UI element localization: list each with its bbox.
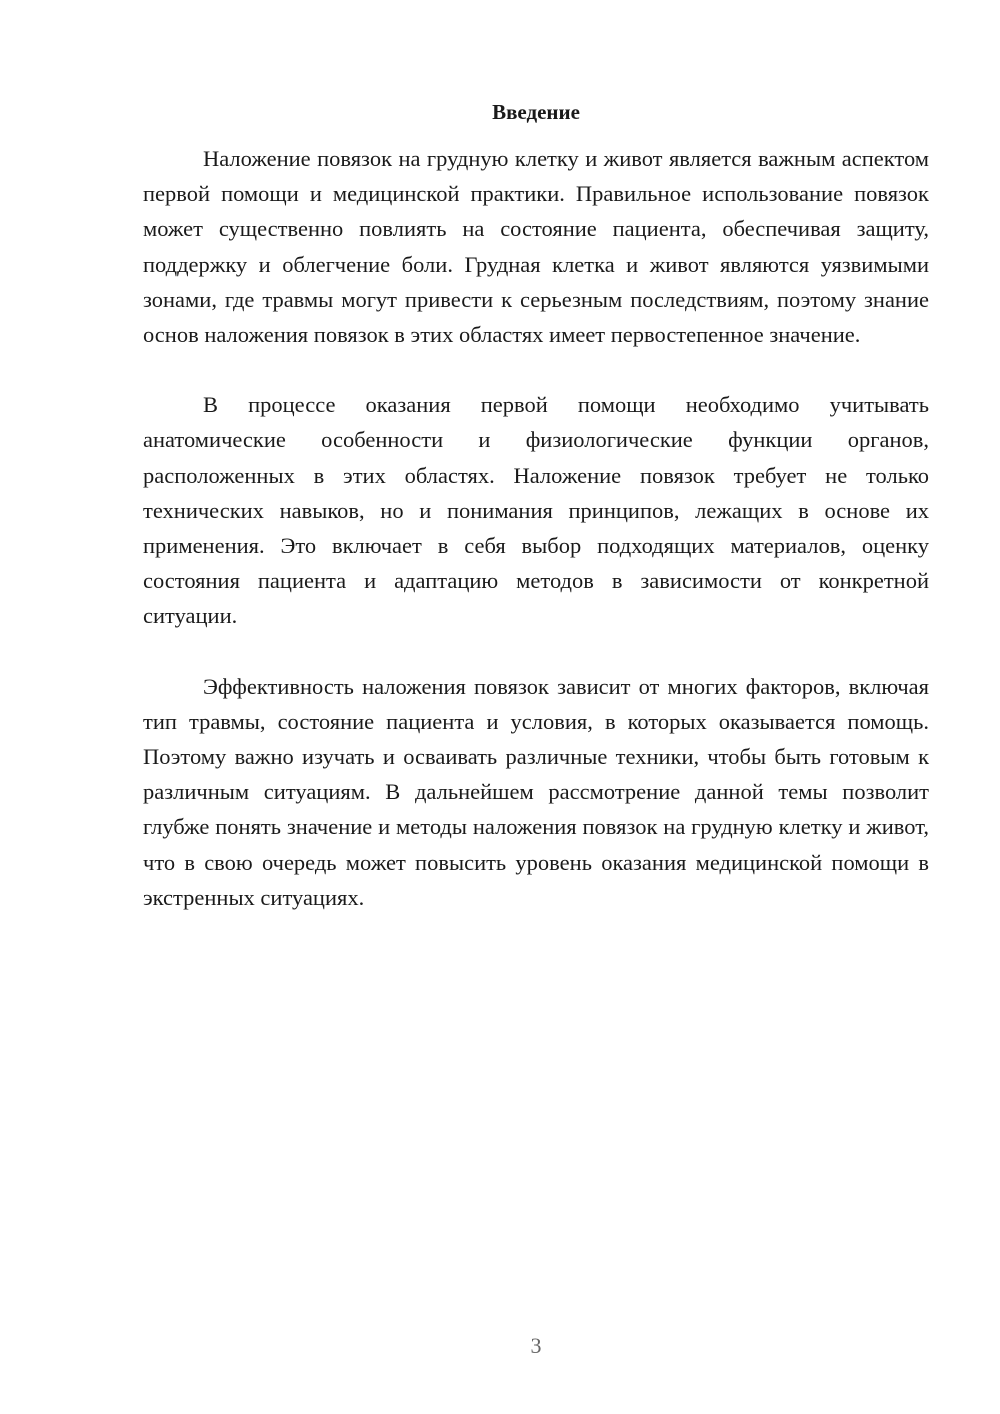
paragraph-2: В процессе оказания первой помощи необходимо учитывать анатомические особенности и физиологические функции органов, расположенных в этих областях. Наложение повязок требует не только технических навыков, но и понимания принципов, лежащих в основе их применения. Это включает в себя выбор подходящих материалов, оценку состояния пациента и адаптацию методов в зависимости от конкретной ситуации. bbox=[143, 392, 929, 629]
document-body bbox=[143, 141, 929, 950]
paragraph-1: Наложение повязок на грудную клетку и живот является важным аспектом первой помощи и медицинской практики. Правильное использование повязок может существенно повлиять на состояние пациента, обеспечивая защиту, поддержку и облегчение боли. Грудная клетка и живот являются уязвимыми зонами, где травмы могут привести к серьезным последствиям, поэтому знание основ наложения повязок в этих областях имеет первостепенное значение. bbox=[143, 146, 929, 348]
paragraph-3: Эффективность наложения повязок зависит от многих факторов, включая тип травмы, состояние пациента и условия, в которых оказывается помощь. Поэтому важно изучать и осваивать различные техники, чтобы быть готовым к различным ситуациям. В дальнейшем рассмотрение данной темы позволит глубже понять значение и методы наложения повязок на грудную клетку и живот, что в свою очередь может повысить уровень оказания медицинской помощи в экстренных ситуациях. bbox=[143, 673, 929, 910]
page-number: 3 bbox=[530, 1333, 542, 1358]
section-heading: Введение bbox=[492, 100, 580, 124]
